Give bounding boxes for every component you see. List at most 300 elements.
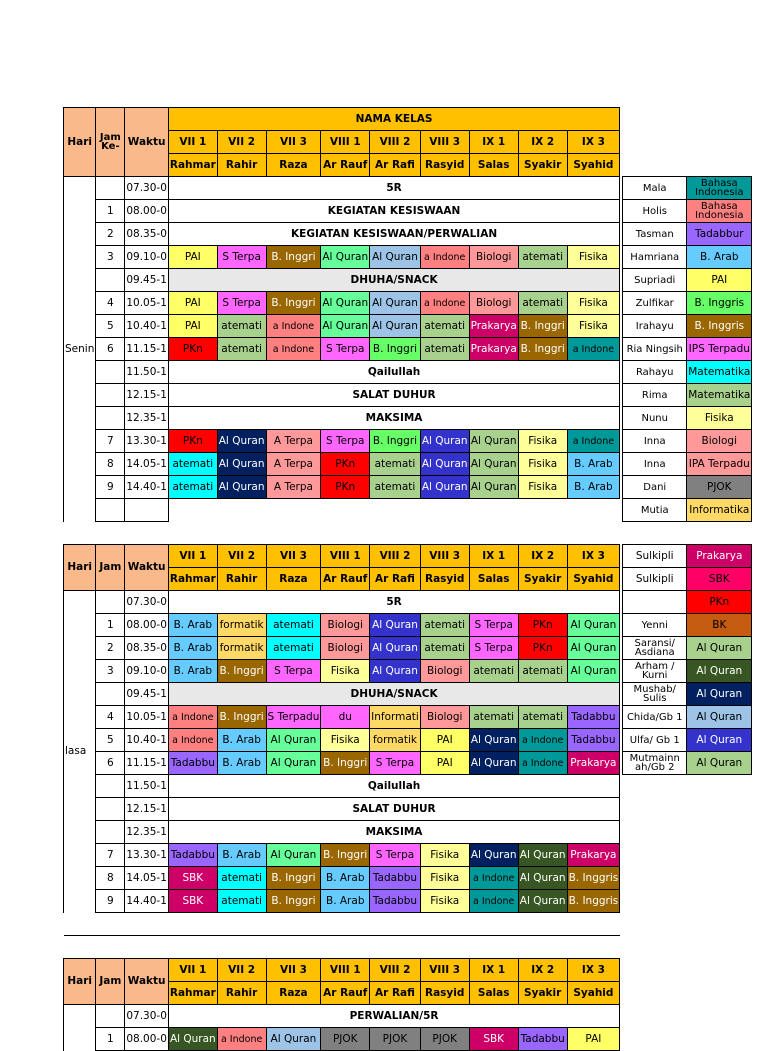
lesson-cell: Al Quran [266,1028,321,1051]
lesson-cell: Fisika [420,890,469,913]
lesson-cell: atemati [217,890,266,913]
jam-cell: 3 [96,246,125,269]
homeroom-teacher: Raza [266,568,321,591]
waktu-cell: 14.05-1 [125,867,169,890]
waktu-cell: 07.30-0 [125,1005,169,1028]
teacher-subject: Tadabbur [687,223,752,246]
teacher-subject: Informatika [687,499,752,522]
class-header: VIII 2 [370,131,421,154]
activity-span: KEGIATAN KESISWAAN [168,200,619,223]
homeroom-teacher: Raza [266,982,321,1005]
lesson-cell: Al Quran [567,614,620,637]
teacher-name: Rima [623,384,687,407]
lesson-cell: a Indone [266,315,321,338]
homeroom-teacher: Ar Rafi [370,568,421,591]
jam-cell [96,177,125,200]
lesson-cell: Prakarya [567,752,620,775]
lesson-cell: B. Inggri [370,430,421,453]
lesson-cell: Prakarya [469,315,518,338]
activity-span: DHUHA/SNACK [168,683,619,706]
jam-cell [96,683,125,706]
homeroom-teacher: Rasyid [420,154,469,177]
class-header: VII 2 [217,545,266,568]
teacher-name: Hamriana [623,246,687,269]
homeroom-teacher: Raza [266,154,321,177]
lesson-cell: atemati [518,246,567,269]
jam-cell [96,775,125,798]
waktu-cell: 12.15-1 [125,384,169,407]
day-label: lasa [64,591,96,913]
lesson-cell: Al Quran [370,614,421,637]
lesson-cell: PAI [168,315,217,338]
lesson-cell: atemati [469,660,518,683]
teacher-subject: B. Arab [687,246,752,269]
homeroom-teacher: Syakir [518,154,567,177]
lesson-cell: Tadabbu [168,752,217,775]
activity-span: Qailullah [168,775,619,798]
class-header: VIII 3 [420,131,469,154]
lesson-cell: Al Quran [469,430,518,453]
class-header: IX 2 [518,959,567,982]
lesson-cell: Fisika [321,729,370,752]
waktu-cell: 08.00-0 [125,200,169,223]
activity-span: 5R [168,177,619,200]
jam-cell: 7 [96,844,125,867]
lesson-cell: B. Arab [321,890,370,913]
lesson-cell: B. Arab [567,476,620,499]
lesson-cell: PKn [321,476,370,499]
homeroom-teacher: Ar Rafi [370,154,421,177]
hari-header: Hari [64,959,96,1005]
teacher-subject: PJOK [687,476,752,499]
lesson-cell: atemati [168,476,217,499]
jam-cell: 2 [96,223,125,246]
lesson-cell: Tadabbu [168,844,217,867]
class-header: IX 1 [469,959,518,982]
lesson-cell: Biologi [420,706,469,729]
teacher-name: Chida/Gb 1 [623,706,687,729]
homeroom-teacher: Syahid [567,982,620,1005]
lesson-cell: S Terpa [266,660,321,683]
waktu-header: Waktu [125,108,169,177]
lesson-cell: Al Quran [266,729,321,752]
homeroom-teacher: Rasyid [420,982,469,1005]
lesson-cell: Biologi [321,637,370,660]
teacher-subject: Al Quran [687,706,752,729]
lesson-cell: Al Quran [370,246,421,269]
lesson-cell: Al Quran [469,729,518,752]
teacher-subject: IPS Terpadu [687,338,752,361]
lesson-cell: a Indone [518,752,567,775]
waktu-cell: 14.40-1 [125,476,169,499]
jam-cell: 8 [96,867,125,890]
teacher-subject: Bahasa Indonesia [687,200,752,223]
teacher-name: Ulfa/ Gb 1 [623,729,687,752]
homeroom-teacher: Salas [469,982,518,1005]
jam-cell [96,361,125,384]
teacher-subject: PKn [687,591,752,614]
homeroom-teacher: Ar Rafi [370,982,421,1005]
waktu-cell: 08.00-0 [125,614,169,637]
lesson-cell: B. Inggri [266,867,321,890]
lesson-cell: Al Quran [567,637,620,660]
jam-cell: 3 [96,660,125,683]
lesson-cell: B. Inggri [217,660,266,683]
teacher-name: Holis [623,200,687,223]
waktu-cell: 10.05-1 [125,292,169,315]
lesson-cell: B. Inggri [266,890,321,913]
waktu-header: Waktu [125,545,169,591]
lesson-cell: Fisika [518,430,567,453]
teacher-name: Irahayu [623,315,687,338]
homeroom-teacher: Syahid [567,154,620,177]
waktu-cell: 09.10-0 [125,246,169,269]
waktu-cell: 14.05-1 [125,453,169,476]
lesson-cell: atemati [420,315,469,338]
lesson-cell: Al Quran [420,476,469,499]
lesson-cell: Al Quran [518,890,567,913]
lesson-cell: atemati [518,660,567,683]
teacher-subject: Biologi [687,430,752,453]
jam-cell: 6 [96,338,125,361]
teacher-name: Saransi/ Asdiana [623,637,687,660]
teacher-name: Dani [623,476,687,499]
lesson-cell: Fisika [321,660,370,683]
lesson-cell: A Terpa [266,476,321,499]
teacher-subject: PAI [687,269,752,292]
lesson-cell: a Indone [518,729,567,752]
homeroom-teacher: Rahmar [168,154,217,177]
activity-span: Qailullah [168,361,619,384]
class-header: VII 2 [217,131,266,154]
jam-cell: 8 [96,453,125,476]
lesson-cell: Al Quran [370,637,421,660]
lesson-cell: Al Quran [217,430,266,453]
lesson-cell: Al Quran [518,867,567,890]
waktu-cell: 11.50-1 [125,775,169,798]
jam-cell [96,798,125,821]
lesson-cell: SBK [469,1028,518,1051]
waktu-cell: 08.35-0 [125,637,169,660]
lesson-cell: a Indone [266,338,321,361]
class-header: VII 3 [266,545,321,568]
lesson-cell: Tadabbu [518,1028,567,1051]
class-header: IX 3 [567,959,620,982]
teacher-name: Supriadi [623,269,687,292]
jam-cell: 4 [96,292,125,315]
lesson-cell: S Terpa [370,752,421,775]
lesson-cell: S Terpadu [266,706,321,729]
activity-span: DHUHA/SNACK [168,269,619,292]
waktu-cell: 14.40-1 [125,890,169,913]
lesson-cell: Al Quran [168,1028,217,1051]
waktu-cell: 12.15-1 [125,798,169,821]
hari-header: Hari [64,108,96,177]
homeroom-teacher: Ar Rauf [321,154,370,177]
jam-cell: 6 [96,752,125,775]
homeroom-teacher: Rahir [217,154,266,177]
activity-span: KEGIATAN KESISWAAN/PERWALIAN [168,223,619,246]
class-header: VIII 3 [420,959,469,982]
waktu-cell: 08.35-0 [125,223,169,246]
lesson-cell: PKn [518,614,567,637]
lesson-cell: a Indone [217,1028,266,1051]
lesson-cell: S Terpa [217,292,266,315]
lesson-cell: atemati [217,338,266,361]
teacher-subject: Al Quran [687,660,752,683]
homeroom-teacher: Salas [469,154,518,177]
jam-cell: 7 [96,430,125,453]
homeroom-teacher: Rahir [217,982,266,1005]
class-header: IX 1 [469,131,518,154]
lesson-cell: Fisika [420,867,469,890]
teacher-name: Sulkipli [623,568,687,591]
jam-cell [96,269,125,292]
lesson-cell: atemati [469,706,518,729]
class-header: VII 1 [168,545,217,568]
lesson-cell: B. Inggri [321,752,370,775]
lesson-cell: atemati [518,292,567,315]
jam-cell: 2 [96,637,125,660]
class-header: VIII 2 [370,545,421,568]
teacher-name: Mutmainn ah/Gb 2 [623,752,687,775]
class-header: VII 2 [217,959,266,982]
lesson-cell: Informati [370,706,421,729]
lesson-cell: atemati [420,338,469,361]
waktu-cell: 12.35-1 [125,821,169,844]
lesson-cell: SBK [168,890,217,913]
waktu-cell: 08.00-0 [125,1028,169,1051]
lesson-cell: Al Quran [217,476,266,499]
waktu-cell: 11.50-1 [125,361,169,384]
teacher-subject: Bahasa Indonesia [687,177,752,200]
class-header: IX 3 [567,131,620,154]
lesson-cell: a Indone [469,867,518,890]
lesson-cell: Al Quran [266,752,321,775]
lesson-cell: a Indone [168,729,217,752]
teacher-subject: Prakarya [687,545,752,568]
class-header: VII 1 [168,131,217,154]
activity-span: PERWALIAN/5R [168,1005,619,1028]
lesson-cell: atemati [420,637,469,660]
lesson-cell: Fisika [567,315,620,338]
waktu-cell: 09.45-1 [125,269,169,292]
waktu-cell: 11.15-1 [125,752,169,775]
waktu-cell: 10.40-1 [125,315,169,338]
waktu-cell: 10.40-1 [125,729,169,752]
lesson-cell: PAI [168,292,217,315]
lesson-cell: formatik [217,637,266,660]
teacher-name: Yenni [623,614,687,637]
lesson-cell: Al Quran [469,752,518,775]
lesson-cell: atemati [370,476,421,499]
class-header: VIII 1 [321,959,370,982]
lesson-cell: B. Arab [168,637,217,660]
waktu-cell: 07.30-0 [125,177,169,200]
lesson-cell: PJOK [420,1028,469,1051]
lesson-cell: B. Arab [567,453,620,476]
lesson-cell: B. Inggri [518,315,567,338]
lesson-cell: du [321,706,370,729]
jam-cell: 1 [96,200,125,223]
lesson-cell: B. Arab [168,614,217,637]
lesson-cell: Fisika [518,476,567,499]
waktu-cell: 10.05-1 [125,706,169,729]
lesson-cell: Biologi [469,292,518,315]
lesson-cell: a Indone [567,338,620,361]
lesson-cell: B. Arab [217,844,266,867]
lesson-cell: Al Quran [370,292,421,315]
activity-span: 5R [168,591,619,614]
lesson-cell: atemati [217,315,266,338]
lesson-cell: Al Quran [567,660,620,683]
teacher-subject: Fisika [687,407,752,430]
lesson-cell: S Terpa [370,844,421,867]
lesson-cell: B. Inggri [321,844,370,867]
waktu-header: Waktu [125,959,169,1005]
waktu-cell: 09.45-1 [125,683,169,706]
class-header: IX 1 [469,545,518,568]
jam-cell: 4 [96,706,125,729]
lesson-cell: formatik [217,614,266,637]
homeroom-teacher: Syakir [518,982,567,1005]
homeroom-teacher: Syahid [567,568,620,591]
class-header: VII 1 [168,959,217,982]
lesson-cell: Fisika [567,246,620,269]
waktu-cell: 12.35-1 [125,407,169,430]
lesson-cell: a Indone [168,706,217,729]
lesson-cell: formatik [370,729,421,752]
waktu-cell: 13.30-1 [125,844,169,867]
lesson-cell: B. Arab [168,660,217,683]
lesson-cell: PKn [518,637,567,660]
lesson-cell: Al Quran [321,246,370,269]
lesson-cell: Tadabbu [567,706,620,729]
lesson-cell: Al Quran [420,430,469,453]
jam-cell [96,384,125,407]
lesson-cell: atemati [168,453,217,476]
teacher-subject: SBK [687,568,752,591]
class-header: VIII 1 [321,545,370,568]
teacher-name: Sulkipli [623,545,687,568]
lesson-cell: a Indone [469,890,518,913]
class-header: VIII 1 [321,131,370,154]
lesson-cell: PJOK [321,1028,370,1051]
jam-cell: 5 [96,729,125,752]
lesson-cell: Prakarya [567,844,620,867]
nama-kelas-header: NAMA KELAS [168,108,619,131]
lesson-cell: PJOK [370,1028,421,1051]
lesson-cell: B. Arab [321,867,370,890]
lesson-cell: Tadabbu [370,867,421,890]
lesson-cell: Fisika [567,292,620,315]
waktu-cell: 11.15-1 [125,338,169,361]
teacher-name: Tasman [623,223,687,246]
lesson-cell: PKn [321,453,370,476]
class-header: VII 3 [266,131,321,154]
jam-cell [96,499,125,522]
lesson-cell: S Terpa [469,637,518,660]
lesson-cell: PKn [168,430,217,453]
lesson-cell: Al Quran [321,292,370,315]
lesson-cell: a Indone [567,430,620,453]
lesson-cell: Al Quran [518,844,567,867]
lesson-cell: a Indone [420,292,469,315]
lesson-cell: Al Quran [321,315,370,338]
teacher-subject: Matematika [687,361,752,384]
lesson-cell: Fisika [518,453,567,476]
lesson-cell: B. Inggri [370,338,421,361]
class-header: IX 2 [518,131,567,154]
teacher-subject: Matematika [687,384,752,407]
waktu-cell: 09.10-0 [125,660,169,683]
lesson-cell: S Terpa [321,338,370,361]
jam-cell [96,1005,125,1028]
waktu-cell: 13.30-1 [125,430,169,453]
day-label: Senin [64,177,96,522]
lesson-cell: Tadabbu [567,729,620,752]
teacher-name: Mala [623,177,687,200]
lesson-cell: atemati [420,614,469,637]
lesson-cell: atemati [370,453,421,476]
schedule-table [63,107,752,1051]
waktu-cell [125,499,169,522]
waktu-cell: 07.30-0 [125,591,169,614]
lesson-cell: atemati [266,614,321,637]
lesson-cell: PAI [420,752,469,775]
teacher-subject: IPA Terpadu [687,453,752,476]
lesson-cell: S Terpa [321,430,370,453]
lesson-cell: PKn [168,338,217,361]
lesson-cell: Al Quran [370,660,421,683]
lesson-cell: atemati [518,706,567,729]
teacher-subject: Al Quran [687,683,752,706]
teacher-name: Inna [623,453,687,476]
jam-cell: 1 [96,614,125,637]
lesson-cell: B. Inggris [567,867,620,890]
homeroom-teacher: Syakir [518,568,567,591]
jam-header: Jam Ke- [96,108,125,177]
class-header: IX 2 [518,545,567,568]
lesson-cell: PAI [420,729,469,752]
lesson-cell: SBK [168,867,217,890]
teacher-name: Zulfikar [623,292,687,315]
homeroom-teacher: Rahmar [168,568,217,591]
jam-cell: 9 [96,476,125,499]
jam-cell [96,821,125,844]
activity-span: MAKSIMA [168,821,619,844]
lesson-cell: atemati [217,867,266,890]
jam-cell: 9 [96,890,125,913]
lesson-cell: Fisika [420,844,469,867]
jam-header: Jam [96,545,125,591]
lesson-cell: Al Quran [469,476,518,499]
class-header: IX 3 [567,545,620,568]
class-header: VII 3 [266,959,321,982]
lesson-cell: Al Quran [469,844,518,867]
lesson-cell: B. Inggris [567,890,620,913]
lesson-cell: Al Quran [469,453,518,476]
lesson-cell: Tadabbu [370,890,421,913]
lesson-cell: B. Arab [217,729,266,752]
jam-cell [96,407,125,430]
jam-cell: 1 [96,1028,125,1051]
lesson-cell: Biologi [469,246,518,269]
lesson-cell: PAI [567,1028,620,1051]
teacher-subject: B. Inggris [687,315,752,338]
lesson-cell: a Indone [420,246,469,269]
lesson-cell: Prakarya [469,338,518,361]
